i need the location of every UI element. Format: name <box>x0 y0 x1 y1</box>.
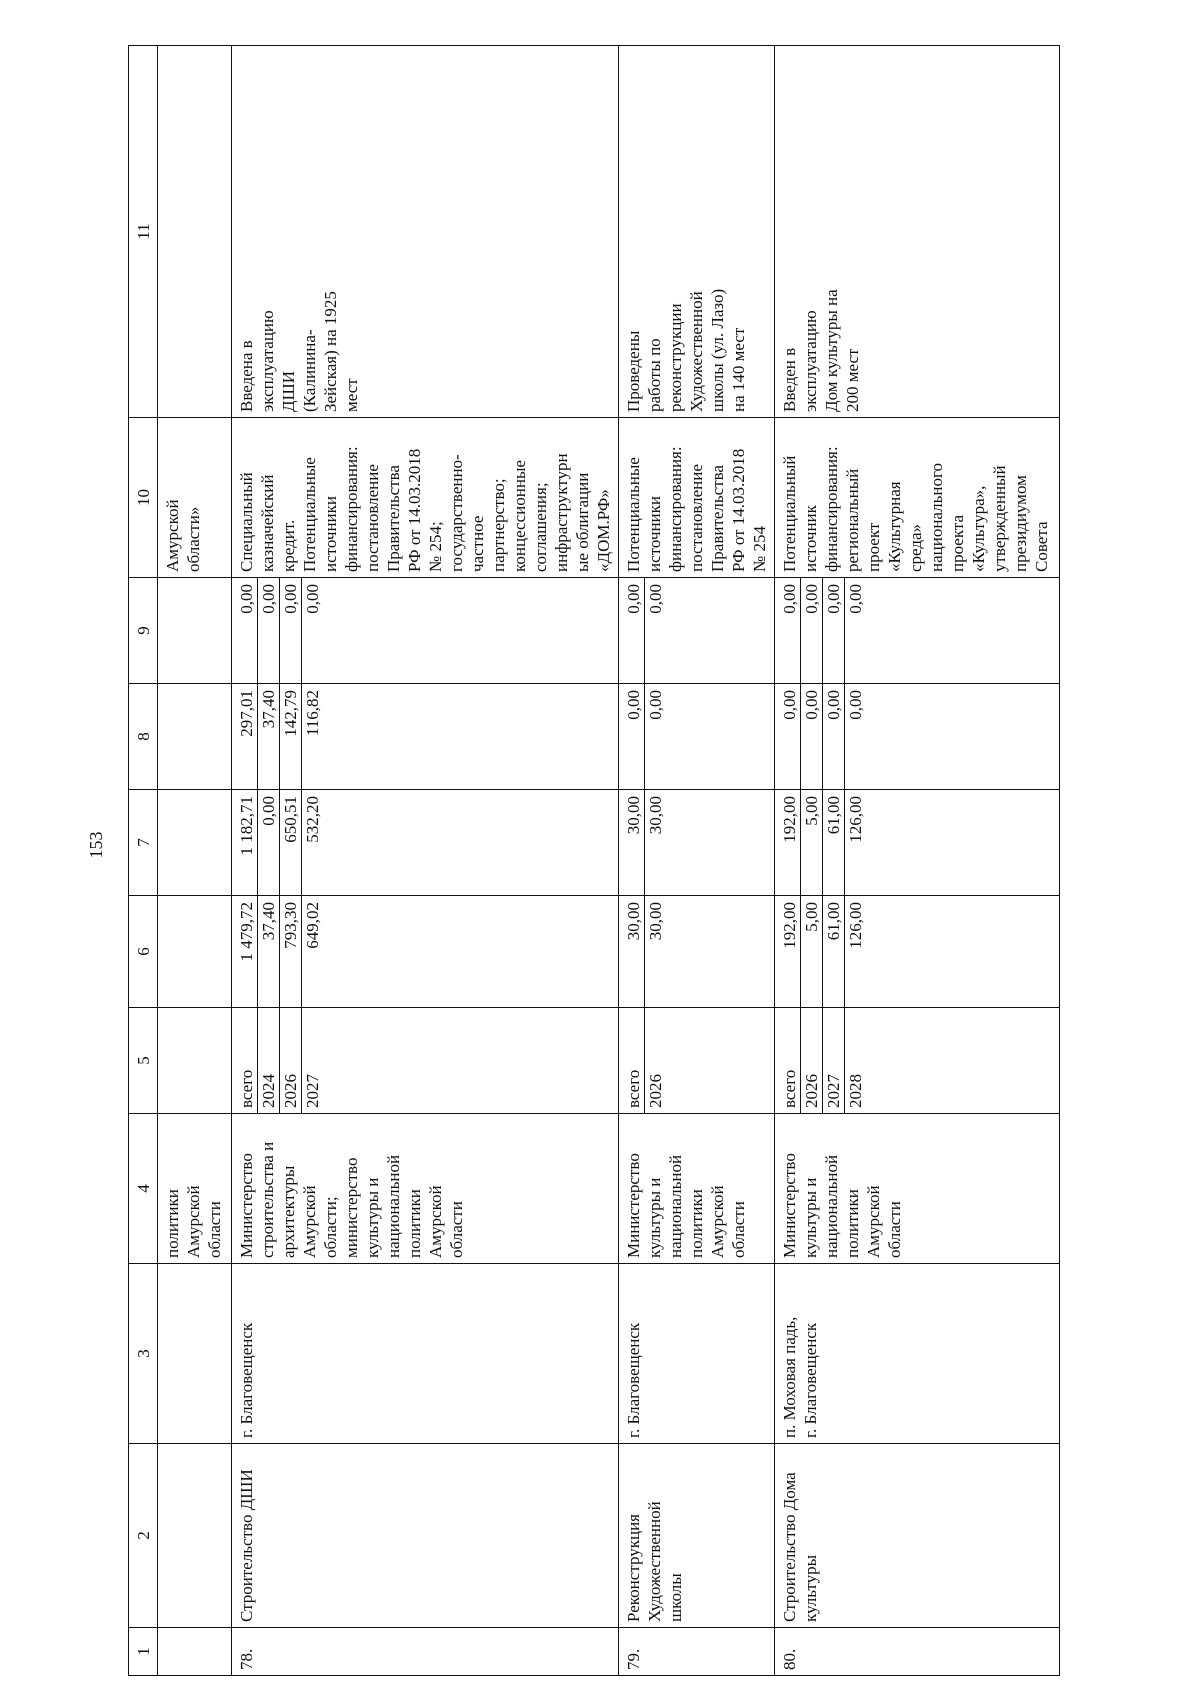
year-label: 2024 <box>258 1008 280 1113</box>
amount-value: 0,00 <box>823 684 845 789</box>
expected-result: Введен в эксплуатацию Дом культуры на 200 мест <box>775 46 1060 418</box>
row-number: 79. <box>619 1628 775 1676</box>
amount-value: 649,02 <box>303 902 322 949</box>
column-number: 10 <box>129 418 158 578</box>
amount-value: 5,00 <box>801 790 823 895</box>
row-number: 78. <box>232 1628 619 1676</box>
amount-col7 <box>232 790 619 896</box>
year-label: всего <box>623 1008 645 1113</box>
amount-col6 <box>775 896 1060 1008</box>
column-number: 11 <box>129 46 158 418</box>
year-label: всего <box>236 1008 258 1113</box>
amount-value: 192,00 <box>779 790 801 895</box>
column-number: 3 <box>129 1264 158 1444</box>
financing-sources: Потенциальные источники финансирования: постановление Правительства РФ от 14.03.2018 № 254 <box>619 418 775 578</box>
amount-value: 297,01 <box>236 684 258 789</box>
amount-col9 <box>775 578 1060 684</box>
amount-value: 30,00 <box>623 790 645 895</box>
column-number: 9 <box>129 578 158 684</box>
responsible-continuation: политики Амурской области <box>158 1114 232 1264</box>
rotated-table-container <box>128 46 1060 1676</box>
amount-col7 <box>619 790 775 896</box>
amount-value: 0,00 <box>646 690 665 720</box>
amount-value: 30,00 <box>623 896 645 1007</box>
amount-value: 1 182,71 <box>236 790 258 895</box>
amount-col9 <box>619 578 775 684</box>
column-number: 6 <box>129 896 158 1008</box>
amount-col8 <box>775 684 1060 790</box>
amount-value: 126,00 <box>846 902 865 949</box>
column-number: 1 <box>129 1628 158 1676</box>
column-number: 4 <box>129 1114 158 1264</box>
amount-value: 0,00 <box>623 578 645 683</box>
year-label: 2026 <box>280 1008 302 1113</box>
notes-continuation: Амурской области» <box>158 418 232 578</box>
location: п. Моховая падь, г. Благовещенск <box>775 1264 1060 1444</box>
amount-col6 <box>232 896 619 1008</box>
expected-result: Введена в эксплуатацию ДШИ (Калинина- Зейская) на 1925 мест <box>232 46 619 418</box>
amount-value: 0,00 <box>846 584 865 614</box>
year-label: 2028 <box>846 1074 865 1108</box>
amount-value: 116,82 <box>303 690 322 737</box>
amount-value: 0,00 <box>823 578 845 683</box>
amount-col6 <box>619 896 775 1008</box>
amount-value: 0,00 <box>258 790 280 895</box>
amount-value: 0,00 <box>779 684 801 789</box>
amount-value: 0,00 <box>646 584 665 614</box>
column-number: 5 <box>129 1008 158 1114</box>
amount-value: 5,00 <box>801 896 823 1007</box>
responsible: Министерство культуры и национальной политики Амурской области <box>775 1114 1060 1264</box>
object-name: Реконструкция Художественной школы <box>619 1444 775 1628</box>
amount-value: 61,00 <box>823 790 845 895</box>
amount-value: 30,00 <box>646 902 665 941</box>
column-number: 8 <box>129 684 158 790</box>
years-cell <box>619 1008 775 1114</box>
expected-result: Проведены работы по реконструкции Художественной школы (ул. Лазо) на 140 мест <box>619 46 775 418</box>
amount-value: 0,00 <box>801 578 823 683</box>
table-row <box>619 46 775 1676</box>
amount-col8 <box>619 684 775 790</box>
year-label: 2026 <box>646 1074 665 1108</box>
object-name: Строительство ДШИ <box>232 1444 619 1628</box>
year-label: 2026 <box>801 1008 823 1113</box>
amount-col7 <box>775 790 1060 896</box>
amount-value: 37,40 <box>258 684 280 789</box>
page-number: 153 <box>86 831 106 859</box>
financing-table <box>128 45 1060 1676</box>
column-number: 2 <box>129 1444 158 1628</box>
amount-value: 0,00 <box>623 684 645 789</box>
amount-value: 0,00 <box>258 578 280 683</box>
year-label: всего <box>779 1008 801 1113</box>
amount-value: 37,40 <box>258 896 280 1007</box>
object-name: Строительство Дома культуры <box>775 1444 1060 1628</box>
responsible: Министерство строительства и архитектуры Амурской области; министерство культуры и национальной политики Амурской области <box>232 1114 619 1264</box>
amount-value: 30,00 <box>646 796 665 835</box>
amount-value: 793,30 <box>280 896 302 1007</box>
responsible: Министерство культуры и национальной политики Амурской области <box>619 1114 775 1264</box>
amount-value: 650,51 <box>280 790 302 895</box>
table-row <box>232 46 619 1676</box>
amount-value: 0,00 <box>236 578 258 683</box>
financing-sources: Специальный казначейский кредит. Потенциальные источники финансирования: постановление Правительства РФ от 14.03.2018 № 254; государственно- частное партнерство; концессионные соглашения; инфраструктурн ые облигации «ДОМ.РФ» <box>232 418 619 578</box>
years-cell <box>232 1008 619 1114</box>
table-row <box>775 46 1060 1676</box>
amount-value: 0,00 <box>801 684 823 789</box>
amount-value: 1 479,72 <box>236 896 258 1007</box>
amount-value: 126,00 <box>846 796 865 843</box>
amount-value: 0,00 <box>846 690 865 720</box>
years-cell <box>775 1008 1060 1114</box>
amount-value: 0,00 <box>779 578 801 683</box>
continuation-row <box>158 46 232 1676</box>
amount-col9 <box>232 578 619 684</box>
year-label: 2027 <box>823 1008 845 1113</box>
amount-col8 <box>232 684 619 790</box>
column-number: 7 <box>129 790 158 896</box>
location: г. Благовещенск <box>619 1264 775 1444</box>
financing-sources: Потенциальный источник финансирования: региональный проект «Культурная среда» национального проекта «Культура», утвержденный президиумом Совета <box>775 418 1060 578</box>
year-label: 2027 <box>303 1074 322 1108</box>
location: г. Благовещенск <box>232 1264 619 1444</box>
amount-value: 0,00 <box>280 578 302 683</box>
amount-value: 61,00 <box>823 896 845 1007</box>
amount-value: 0,00 <box>303 584 322 614</box>
amount-value: 142,79 <box>280 684 302 789</box>
row-number: 80. <box>775 1628 1060 1676</box>
amount-value: 192,00 <box>779 896 801 1007</box>
column-number-row <box>129 46 158 1676</box>
amount-value: 532,20 <box>303 796 322 843</box>
